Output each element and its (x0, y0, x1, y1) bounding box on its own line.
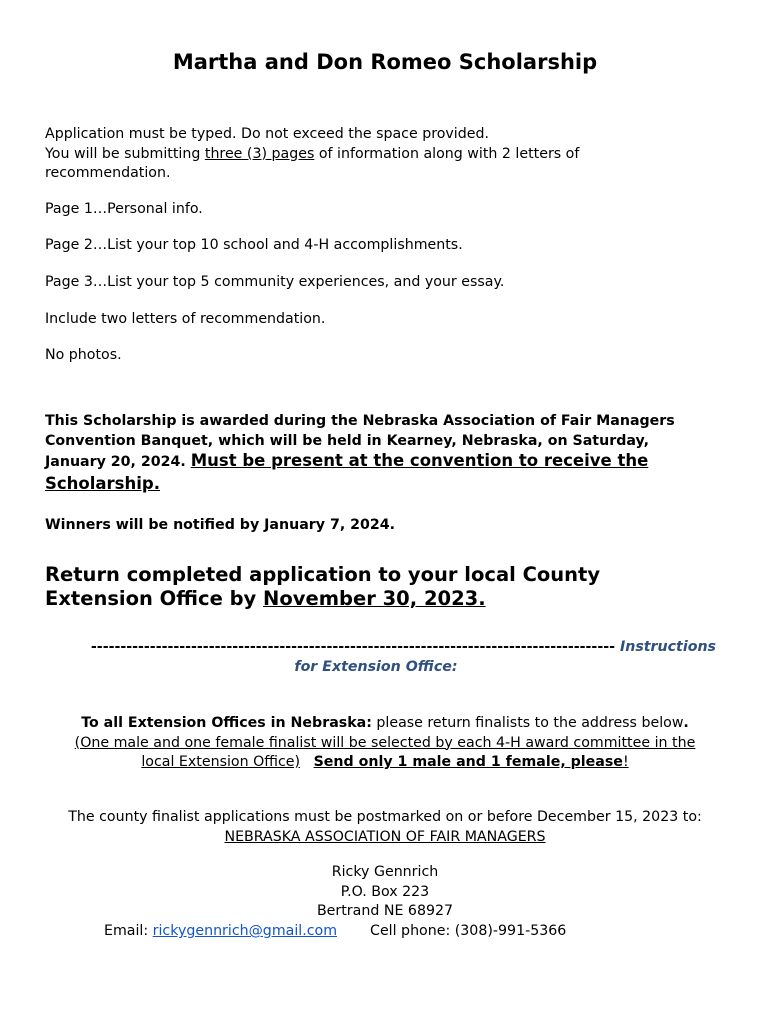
intro-line-2-pre: You will be submitting (45, 145, 205, 162)
return-block (45, 563, 600, 611)
send-instruction: Send only 1 male and 1 female, please (313, 754, 623, 770)
return-line-1: Return completed application to your local County (45, 563, 601, 586)
return-deadline: November 30, 2023. (263, 587, 486, 610)
contact-box: P.O. Box 223 (340, 883, 430, 900)
award-line-1: This Scholarship is awarded during the Nebraska Association of Fair Managers (45, 413, 675, 429)
pages-count-underlined: three (3) pages (204, 145, 315, 162)
extension-lead-period: . (683, 715, 689, 731)
dash-separator: ----------------------------------------------------------------------------------------- (90, 639, 615, 655)
return-line-2-pre: Extension Office by (45, 587, 264, 610)
instructions-label: Instructions (615, 639, 716, 655)
extension-lead-bold: To all Extension Offices in Nebraska: (81, 715, 372, 731)
extension-paren-2-text: local Extension Office) (141, 754, 301, 770)
phone-number: Cell phone: (308)-991-5366 (370, 923, 567, 939)
page-title: Martha and Don Romeo Scholarship (172, 50, 598, 74)
intro-line-3: recommendation. (45, 165, 171, 181)
return-line-2 (45, 587, 600, 611)
winners-note: Winners will be notified by January 7, 2024. (45, 517, 396, 533)
award-line-3 (45, 451, 735, 473)
award-line-4: Scholarship. (45, 473, 160, 493)
postmark-block (40, 808, 730, 847)
attendance-requirement: Must be present at the convention to receive the (190, 451, 649, 470)
extension-block (40, 714, 730, 773)
award-line-2: Convention Banquet, which will be held in Kearney, Nebraska, on Saturday, (45, 432, 650, 449)
instructions-divider (56, 638, 716, 677)
letters-note: Include two letters of recommendation. (45, 311, 326, 327)
org-name: NEBRASKA ASSOCIATION OF FAIR MANAGERS (224, 828, 546, 845)
photos-note: No photos. (45, 347, 122, 363)
intro-line-2 (45, 145, 579, 165)
send-instruction-end: ! (622, 754, 629, 770)
intro-line-1: Application must be typed. Do not exceed the space provided. (45, 126, 489, 142)
extension-lead (40, 714, 730, 734)
intro-line-2-post: of information along with 2 letters of (314, 145, 580, 162)
email-label: Email: (104, 923, 153, 939)
extension-paren-2 (40, 753, 730, 773)
intro-block (45, 125, 579, 184)
contact-name: Ricky Gennrich (331, 864, 439, 880)
instructions-label-2: for Extension Office: (294, 658, 458, 675)
page-3-item: Page 3…List your top 5 community experiences, and your essay. (45, 274, 505, 290)
contact-line (104, 922, 566, 942)
award-date: January 20, 2024. (45, 454, 191, 470)
email-link[interactable]: rickygennrich@gmail.com (152, 923, 338, 939)
extension-lead-rest: please return finalists to the address below (371, 715, 684, 731)
page-2-item: Page 2…List your top 10 school and 4-H accomplishments. (45, 237, 463, 253)
contact-block (40, 863, 730, 922)
postmark-line: The county finalist applications must be postmarked on or before December 15, 2023 to: (68, 809, 702, 825)
page-1-item: Page 1…Personal info. (45, 201, 203, 217)
extension-paren-1: (One male and one female finalist will be selected by each 4-H award committee in the (74, 734, 696, 751)
contact-city: Bertrand NE 68927 (316, 903, 454, 919)
award-block (45, 412, 735, 495)
